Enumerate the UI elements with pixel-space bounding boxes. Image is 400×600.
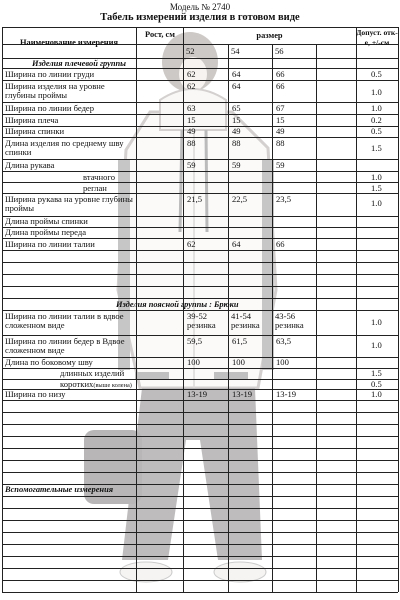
row-v54: 64 <box>232 81 241 91</box>
row-v56: 66 <box>276 81 285 91</box>
row-v56: 88 <box>276 138 285 148</box>
row-name: Длина изделия по среднему шву спинки <box>5 138 124 158</box>
row-v52: 49 <box>187 126 196 136</box>
pants-row-tol: 1.0 <box>371 317 382 327</box>
row-v56: 67 <box>276 103 285 113</box>
model-number: Модель № 2740 <box>169 2 231 12</box>
row-tol: 1.0 <box>371 87 382 97</box>
row-v54: 22,5 <box>232 194 248 204</box>
row-v52: 88 <box>187 138 196 148</box>
pants-row-v54: 13-19 <box>232 389 253 399</box>
pants-row-tol: 1.5 <box>371 368 382 378</box>
col-header-size: размер <box>256 31 283 40</box>
pants-row-v52: 39-52 резинка <box>187 311 216 331</box>
row-v54: 15 <box>232 115 241 125</box>
col-header-height: Рост, см <box>145 30 175 39</box>
pants-row-v56: 100 <box>276 357 289 367</box>
pants-row-v56: 63,5 <box>276 336 292 346</box>
row-v54: 64 <box>232 69 241 79</box>
row-v56: 23,5 <box>276 194 292 204</box>
row-v56: 15 <box>276 115 285 125</box>
pants-row-name <box>60 380 132 390</box>
pants-row-v54: 61,5 <box>232 336 248 346</box>
size-54: 54 <box>231 46 240 56</box>
pants-row-name: Ширина по линии талии в вдвое сложенном виде <box>5 311 124 331</box>
pants-row-label: коротких <box>60 379 94 389</box>
row-name: реглан <box>83 183 107 193</box>
pants-row-v56: 13-19 <box>276 389 297 399</box>
row-v54: 88 <box>232 138 241 148</box>
pants-row-v54: 41-54 резинка <box>231 311 260 331</box>
row-name: Ширина спинки <box>5 126 65 136</box>
row-v52: 59 <box>187 160 196 170</box>
row-tol: 1.0 <box>371 198 382 208</box>
row-name: Длина рукава <box>5 160 55 170</box>
row-tol: 1.5 <box>371 143 382 153</box>
section-pants: Изделия поясной группы : Брюки <box>116 300 239 309</box>
pants-row-tol: 1.0 <box>371 340 382 350</box>
row-v54: 65 <box>232 103 241 113</box>
pants-row-v52: 100 <box>187 357 200 367</box>
row-v52: 15 <box>187 115 196 125</box>
row-tol: 0.2 <box>371 115 382 125</box>
row-tol: 0.5 <box>371 69 382 79</box>
row-v52: 63 <box>187 103 196 113</box>
section-aux: Вспомогательные измерения <box>5 485 114 494</box>
pants-row-v56: 43-56 резинка <box>275 311 304 331</box>
row-name: Ширина по линии груди <box>5 69 95 79</box>
size-56: 56 <box>275 46 284 56</box>
row-name: Ширина изделия на уровне глубины проймы <box>5 81 105 101</box>
row-tol: 1.0 <box>371 172 382 182</box>
row-v54: 49 <box>232 126 241 136</box>
pants-row-name: длинных изделий <box>60 368 125 378</box>
row-tol: 1.0 <box>371 103 382 113</box>
row-v52: 62 <box>187 239 196 249</box>
row-v56: 66 <box>276 69 285 79</box>
row-name: Длина проймы переда <box>5 227 87 237</box>
col-header-name: Наименование измерения <box>20 38 118 47</box>
row-name: Длина проймы спинки <box>5 216 88 226</box>
pants-row-tol: 0.5 <box>371 379 382 389</box>
col-header-tolerance: Допуст. отк-е, +/-см <box>356 28 398 47</box>
row-v56: 49 <box>276 126 285 136</box>
row-v54: 59 <box>232 160 241 170</box>
row-v54: 64 <box>232 239 241 249</box>
document-title: Табель измерений изделия в готовом виде <box>100 12 300 23</box>
pants-row-v52: 59,5 <box>187 336 203 346</box>
row-name: втачного <box>83 172 115 182</box>
pants-row-name: Длина по боковому шву <box>5 357 93 367</box>
pants-row-name: Ширина по низу <box>5 389 66 399</box>
row-v52: 62 <box>187 81 196 91</box>
pants-row-v52: 13-19 <box>187 389 208 399</box>
pants-row-name: Ширина по линии бедер в Вдвое сложенном виде <box>5 336 125 356</box>
row-v52: 21,5 <box>187 194 203 204</box>
row-name: Ширина по линии талии <box>5 239 95 249</box>
row-name: Ширина плеча <box>5 115 59 125</box>
row-name: Ширина рукава на уровне глубины проймы <box>5 194 133 214</box>
section-upper: Изделия плечевой группы <box>32 59 126 68</box>
row-v56: 66 <box>276 239 285 249</box>
row-tol: 1.5 <box>371 183 382 193</box>
pants-row-tol: 1.0 <box>371 389 382 399</box>
row-v52: 62 <box>187 69 196 79</box>
pants-row-note: (выше колена) <box>93 382 132 389</box>
row-tol: 0.5 <box>371 126 382 136</box>
pants-row-v54: 100 <box>232 357 245 367</box>
row-v56: 59 <box>276 160 285 170</box>
row-name: Ширина по линии бедер <box>5 103 95 113</box>
size-52: 52 <box>186 46 195 56</box>
